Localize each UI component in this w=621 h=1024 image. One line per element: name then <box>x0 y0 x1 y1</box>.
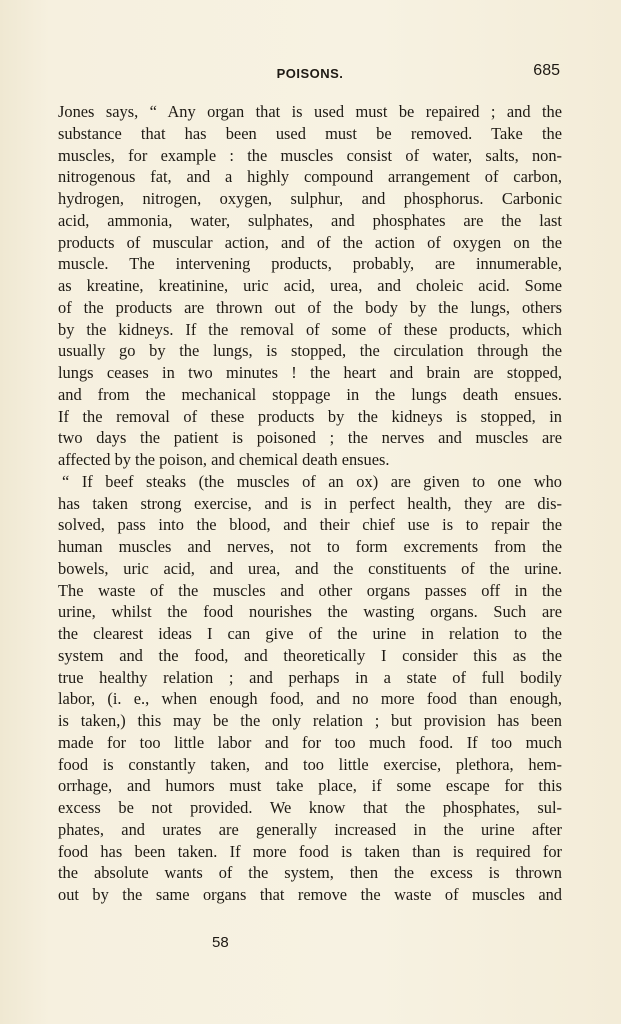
text-line: solved, pass into the blood, and their chief use is to repair the <box>58 515 562 535</box>
text-line: acid, ammonia, water, sulphates, and phosphates are the last <box>58 210 562 230</box>
text-line: products of muscular action, and of the action of oxygen on the <box>58 232 562 252</box>
text-line: out by the same organs that remove the waste of muscles and <box>58 885 562 904</box>
text-line: Jones says, “ Any organ that is used must be repaired ; and the <box>58 102 562 121</box>
text-line: orrhage, and humors must take place, if some escape for this <box>58 776 562 796</box>
text-line: the absolute wants of the system, then the excess is thrown <box>58 863 562 883</box>
text-line: urine, whilst the food nourishes the wasting organs. Such are <box>58 602 562 622</box>
text-line: system and the food, and theoretically I consider this as the <box>58 645 562 665</box>
text-line: If the removal of these products by the kidneys is stopped, in <box>58 406 562 426</box>
text-line: by the kidneys. If the removal of some of these products, which <box>58 319 562 339</box>
text-line: nitrogenous fat, and a highly compound arrangement of carbon, <box>58 167 562 187</box>
text-line: and from the mechanical stoppage in the lungs death ensues. <box>58 384 562 404</box>
text-line: food has been taken. If more food is taken than is required for <box>58 841 562 861</box>
text-line: has taken strong exercise, and is in perfect health, they are dis- <box>58 493 562 513</box>
text-line: substance that has been used must be removed. Take the <box>58 123 562 143</box>
text-line: muscles, for example : the muscles consist of water, salts, non- <box>58 145 562 165</box>
text-line: usually go by the lungs, is stopped, the circulation through the <box>58 341 562 361</box>
text-line: hydrogen, nitrogen, oxygen, sulphur, and phosphorus. Carbonic <box>58 189 562 208</box>
text-line: excess be not provided. We know that the phosphates, sul- <box>58 798 562 817</box>
text-line: food is constantly taken, and too little exercise, plethora, hem- <box>58 754 562 774</box>
text-line: phates, and urates are generally increased in the urine after <box>58 819 562 839</box>
text-line: labor, (i. e., when enough food, and no more food than enough, <box>58 689 562 709</box>
page-header <box>60 62 560 84</box>
text-line: as kreatine, kreatinine, uric acid, urea, and choleic acid. Some <box>58 276 562 295</box>
running-head: POISONS. <box>276 66 344 81</box>
text-line: is taken,) this may be the only relation ; but provision has been <box>58 711 562 730</box>
text-line: human muscles and nerves, not to form excrements from the <box>58 537 562 556</box>
text-line: bowels, uric acid, and urea, and the constituents of the urine. <box>58 558 562 578</box>
signature-mark: 58 <box>212 934 229 951</box>
text-line: true healthy relation ; and perhaps in a state of full bodily <box>58 667 562 687</box>
text-line: two days the patient is poisoned ; the nerves and muscles are <box>58 428 562 448</box>
text-line: lungs ceases in two minutes ! the heart and brain are stopped, <box>58 363 562 382</box>
page-number: 685 <box>533 62 560 79</box>
text-line: “ If beef steaks (the muscles of an ox) are given to one who <box>62 471 562 491</box>
text-line: muscle. The intervening products, probably, are innumerable, <box>58 254 562 274</box>
body-text <box>58 101 562 906</box>
text-line: affected by the poison, and chemical death ensues. <box>58 450 390 469</box>
text-line: of the products are thrown out of the body by the lungs, others <box>58 297 562 317</box>
text-line: the clearest ideas I can give of the urine in relation to the <box>58 624 562 643</box>
text-line: The waste of the muscles and other organs passes off in the <box>58 580 562 600</box>
text-line: made for too little labor and for too much food. If too much <box>58 732 562 752</box>
